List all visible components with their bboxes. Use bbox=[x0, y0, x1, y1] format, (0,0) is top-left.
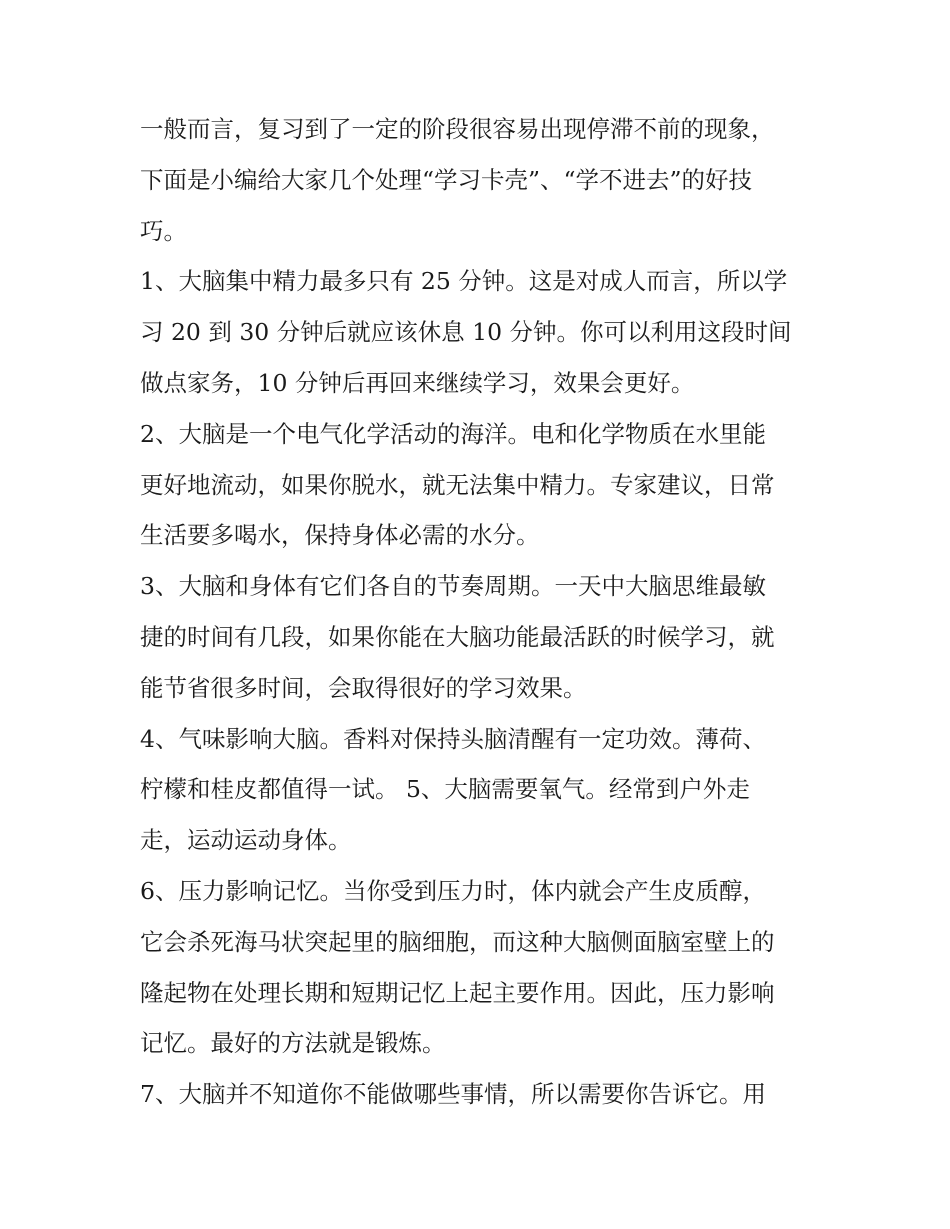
text-line: 巧。 bbox=[140, 216, 187, 245]
text-line: 做点家务，10 分钟后再回来继续学习，效果会更好。 bbox=[140, 368, 695, 397]
text-line: 习 20 到 30 分钟后就应该休息 10 分钟。你可以利用这段时间 bbox=[140, 318, 792, 347]
text-line: 1、大脑集中精力最多只有 25 分钟。这是对成人而言，所以学 bbox=[140, 267, 788, 296]
article-body bbox=[140, 104, 815, 1120]
text-line: 柠檬和桂皮都值得一试。 5、大脑需要氧气。经常到户外走 bbox=[140, 775, 750, 804]
paragraph-tip-7 bbox=[140, 1069, 815, 1120]
paragraph-tip-4-5 bbox=[140, 714, 815, 866]
text-line: 7、大脑并不知道你不能做哪些事情，所以需要你告诉它。用 bbox=[140, 1080, 766, 1109]
text-line: 能节省很多时间，会取得很好的学习效果。 bbox=[140, 673, 587, 702]
text-line: 走，运动运动身体。 bbox=[140, 826, 352, 855]
paragraph-tip-2 bbox=[140, 409, 815, 561]
paragraph-tip-3 bbox=[140, 561, 815, 713]
text-line: 2、大脑是一个电气化学活动的海洋。电和化学物质在水里能 bbox=[140, 419, 766, 448]
text-line: 更好地流动，如果你脱水，就无法集中精力。专家建议，日常 bbox=[140, 470, 775, 499]
paragraph-tip-6 bbox=[140, 866, 815, 1069]
text-line: 它会杀死海马状突起里的脑细胞，而这种大脑侧面脑室壁上的 bbox=[140, 927, 775, 956]
text-line: 4、气味影响大脑。香料对保持头脑清醒有一定功效。薄荷、 bbox=[140, 724, 766, 753]
text-line: 6、压力影响记忆。当你受到压力时，体内就会产生皮质醇， bbox=[140, 876, 766, 905]
text-line: 隆起物在处理长期和短期记忆上起主要作用。因此，压力影响 bbox=[140, 978, 775, 1007]
paragraph-intro bbox=[140, 104, 815, 256]
text-line: 一般而言，复习到了一定的阶段很容易出现停滞不前的现象， bbox=[140, 115, 775, 143]
text-line: 3、大脑和身体有它们各自的节奏周期。一天中大脑思维最敏 bbox=[140, 572, 766, 601]
text-line: 生活要多喝水，保持身体必需的水分。 bbox=[140, 521, 540, 550]
text-line: 捷的时间有几段，如果你能在大脑功能最活跃的时候学习，就 bbox=[140, 622, 775, 651]
text-line: 下面是小编给大家几个处理“学习卡壳”、“学不进去”的好技 bbox=[140, 165, 753, 194]
paragraph-tip-1 bbox=[140, 256, 815, 408]
text-line: 记忆。最好的方法就是锻炼。 bbox=[140, 1029, 446, 1058]
